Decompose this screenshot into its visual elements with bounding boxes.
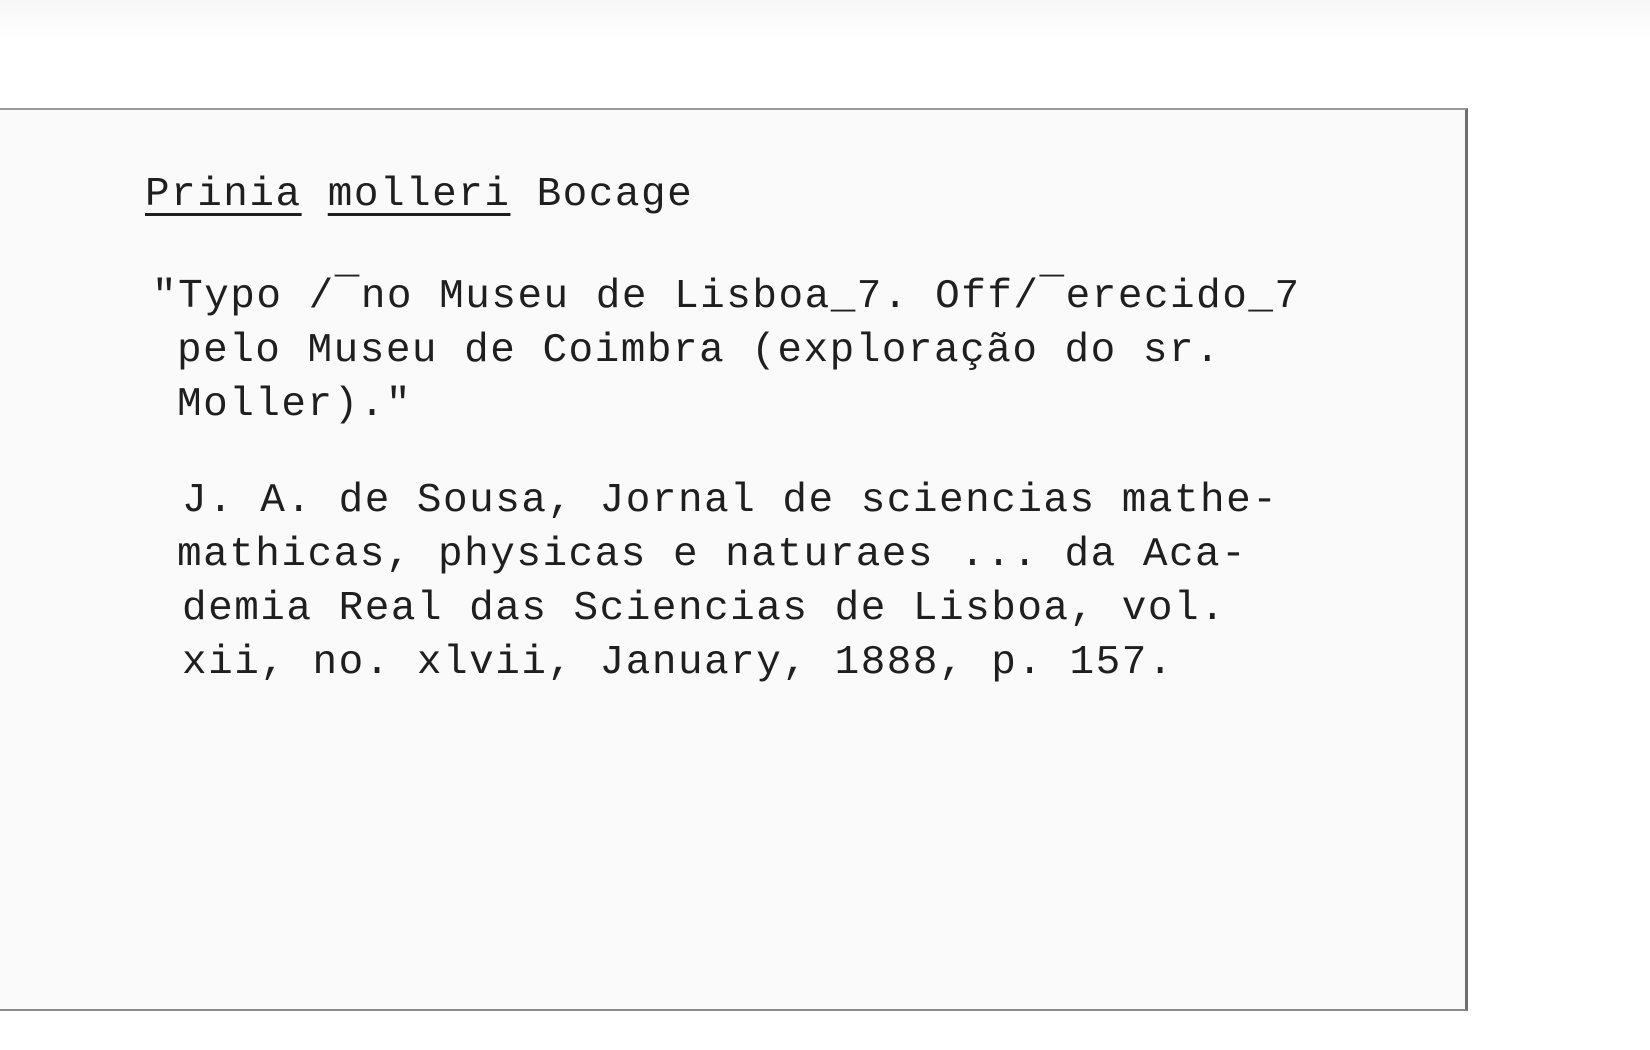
index-card <box>0 108 1468 1011</box>
quote-line-2: pelo Museu de Coimbra (exploração do sr. <box>177 328 1222 374</box>
quote-line-1: "Typo /¯no Museu de Lisboa_7. Off/¯erecido_7 <box>152 274 1301 320</box>
citation-line-4: xii, no. xlvii, January, 1888, p. 157. <box>182 640 1174 686</box>
citation-line-2: mathicas, physicas e naturaes ... da Aca- <box>177 532 1248 578</box>
author-name: Bocage <box>536 172 694 218</box>
quote-line-3: Moller)." <box>177 382 412 428</box>
species-name: molleri <box>327 172 511 218</box>
scan-background <box>0 0 1650 40</box>
species-heading <box>145 168 693 222</box>
citation-line-1: J. A. de Sousa, Jornal de sciencias mathe- <box>182 478 1279 524</box>
genus-name: Prinia <box>145 172 302 218</box>
citation-line-3: demia Real das Sciencias de Lisboa, vol. <box>182 586 1227 632</box>
